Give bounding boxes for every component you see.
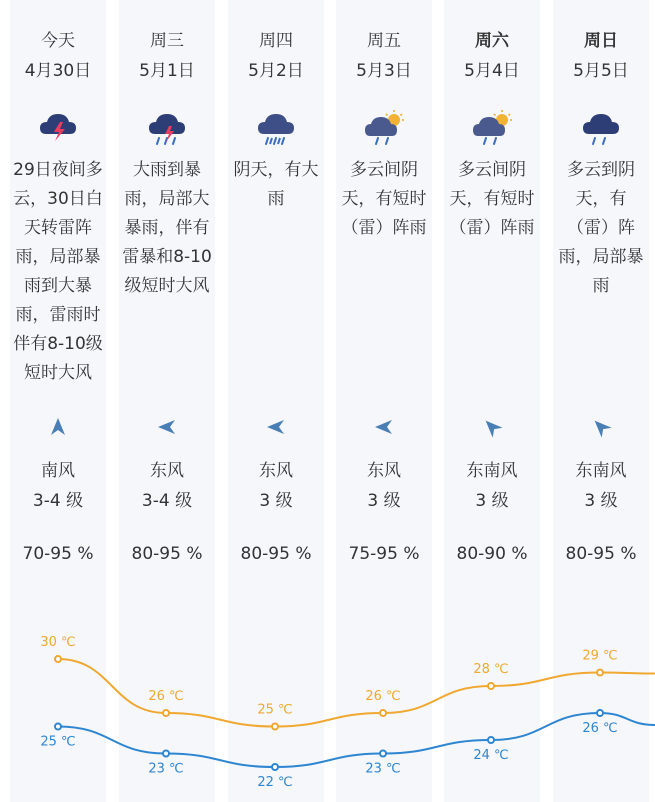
- date-label: 5月4日: [464, 61, 520, 81]
- high-temp-point: [55, 656, 61, 662]
- weather-description: 大雨到暴雨，局部大暴雨，伴有雷暴和8-10级短时大风: [122, 160, 212, 296]
- humidity: 80-95 %: [565, 544, 637, 564]
- date-label: 5月5日: [573, 61, 629, 81]
- weather-description: 多云间阴天，有短时（雷）阵雨: [449, 160, 535, 238]
- day-label: 周三: [150, 31, 184, 51]
- low-temp-label: 23 ℃: [148, 761, 184, 777]
- wind-direction: 南风: [41, 461, 75, 481]
- humidity: 75-95 %: [348, 544, 420, 564]
- date-label: 5月1日: [139, 61, 195, 81]
- date-label: 4月30日: [24, 61, 92, 81]
- high-temp-label: 26 ℃: [148, 689, 184, 704]
- low-temp-point: [380, 751, 386, 757]
- weather-description: 多云间阴天，有短时（雷）阵雨: [341, 160, 427, 238]
- high-temp-label: 26 ℃: [365, 689, 401, 704]
- thunderstorm-icon: [36, 108, 80, 148]
- humidity: 70-95 %: [22, 544, 94, 564]
- weather-description: 29日夜间多云，30日白天转雷阵雨，局部暴雨到大暴雨，雷雨时伴有8-10级短时大风: [13, 160, 103, 383]
- wind-direction: 东风: [150, 461, 184, 481]
- low-temp-label: 25 ℃: [40, 734, 76, 750]
- high-temp-label: 29 ℃: [582, 648, 618, 664]
- sun-cloud-rain-icon: [470, 108, 514, 148]
- humidity: 80-95 %: [131, 544, 203, 564]
- humidity: 80-90 %: [456, 544, 528, 564]
- temperature-chart: [0, 600, 655, 802]
- low-temp-point: [597, 710, 603, 716]
- low-temp-label: 26 ℃: [582, 721, 618, 736]
- wind-arrow-south-icon: [47, 416, 69, 438]
- high-temp-label: 28 ℃: [473, 662, 509, 677]
- weather-description: 阴天，有大雨: [233, 160, 319, 209]
- humidity: 80-95 %: [240, 544, 312, 564]
- date-label: 5月2日: [248, 61, 304, 81]
- wind-direction: 东风: [259, 461, 293, 481]
- day-label: 周日: [584, 31, 618, 51]
- wind-arrow-southeast-icon: [481, 416, 503, 438]
- wind-arrow-east-icon: [373, 416, 395, 438]
- high-temp-point: [380, 710, 386, 716]
- wind-direction: 东南风: [575, 461, 627, 481]
- day-label: 周五: [367, 31, 401, 51]
- low-temp-point: [488, 737, 494, 743]
- low-temp-point: [163, 751, 169, 757]
- wind-level: 3 级: [259, 491, 293, 511]
- high-temp-point: [163, 710, 169, 716]
- wind-level: 3-4 级: [32, 491, 84, 511]
- wind-level: 3-4 级: [141, 491, 193, 511]
- low-temp-line: [58, 713, 655, 767]
- weather-description: 多云到阴天，有（雷）阵雨，局部暴雨: [558, 160, 644, 296]
- wind-arrow-southeast-icon: [590, 416, 612, 438]
- low-temp-label: 22 ℃: [257, 775, 293, 790]
- day-label: 周六: [475, 31, 509, 51]
- heavy-thunderstorm-icon: [145, 108, 189, 148]
- low-temp-label: 23 ℃: [365, 761, 401, 777]
- wind-level: 3 级: [584, 491, 618, 511]
- high-temp-point: [488, 683, 494, 689]
- high-temp-label: 30 ℃: [40, 635, 76, 650]
- low-temp-point: [272, 764, 278, 770]
- low-temp-point: [55, 724, 61, 730]
- high-temp-point: [272, 724, 278, 730]
- wind-level: 3 级: [475, 491, 509, 511]
- high-temp-point: [597, 670, 603, 676]
- wind-arrow-east-icon: [156, 416, 178, 438]
- sun-cloud-rain-icon: [362, 108, 406, 148]
- cloud-rain-icon: [579, 108, 623, 148]
- low-temp-label: 24 ℃: [473, 748, 509, 763]
- day-label: 今天: [41, 31, 75, 51]
- wind-level: 3 级: [367, 491, 401, 511]
- heavy-rain-icon: [254, 108, 298, 148]
- day-label: 周四: [259, 31, 293, 51]
- wind-arrow-east-icon: [265, 416, 287, 438]
- date-label: 5月3日: [356, 61, 412, 81]
- wind-direction: 东南风: [466, 461, 518, 481]
- high-temp-label: 25 ℃: [257, 702, 293, 718]
- wind-direction: 东风: [367, 461, 401, 481]
